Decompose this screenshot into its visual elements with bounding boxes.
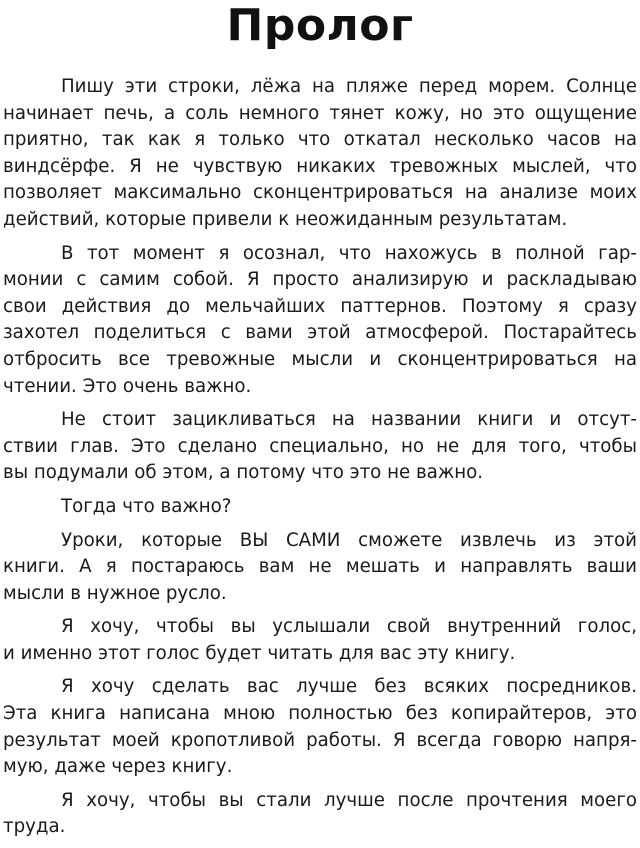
- text-line: результат моей кропотливой работы. Я всегда говорю напря-: [3, 729, 637, 751]
- text-line: Я хочу сделать вас лучше без всяких посредников.: [61, 676, 637, 698]
- text-line: виндсёрфе. Я не чувствую никаких тревожных мыслей, что: [3, 155, 637, 177]
- paragraph: [3, 407, 637, 487]
- text-line: Эта книга написана мною полностью без копирайтеров, это: [3, 703, 637, 725]
- text-line: Уроки, которые ВЫ САМИ сможете извлечь из этой: [61, 529, 637, 551]
- text-line: приятно, так как я только что откатал несколько часов на: [3, 129, 637, 151]
- text-line: Не стоит зацикливаться на названии книги и отсут-: [61, 409, 637, 431]
- text-line: труда.: [3, 816, 66, 838]
- paragraph: [3, 614, 637, 667]
- text-line: захотел поделиться с вами этой атмосферой. Постарайтесь: [3, 322, 637, 344]
- text-line: действий, которые привели к неожиданным результатам.: [3, 208, 568, 230]
- text-line: позволяет максимально сконцентрироваться на анализе моих: [3, 182, 637, 204]
- paragraph: [3, 241, 637, 401]
- text-body: [3, 74, 637, 841]
- text-line: отбросить все тревожные мысли и сконцентрироваться на: [3, 348, 637, 370]
- paragraph: [3, 74, 637, 234]
- paragraph: [3, 528, 637, 608]
- text-line: ствии глав. Это сделано специально, но не для того, чтобы: [3, 435, 637, 457]
- text-line: вы подумали об этом, а потому что это не важно.: [3, 462, 483, 484]
- text-line: и именно этот голос будет читать для вас эту книгу.: [3, 642, 516, 664]
- text-line: Пишу эти строки, лёжа на пляже перед морем. Солнце: [61, 76, 637, 97]
- text-line: чтении. Это очень важно.: [3, 375, 252, 397]
- page-title: Пролог: [226, 0, 414, 51]
- text-line: Я хочу, чтобы вы услышали свой внутренний голос,: [61, 616, 637, 638]
- text-line: монии с самим собой. Я просто анализирую и раскладываю: [3, 269, 637, 291]
- text-line: начинает печь, а соль немного тянет кожу, но это ощущение: [3, 102, 637, 124]
- paragraph: [3, 788, 637, 841]
- paragraph: [3, 494, 637, 521]
- text-line: мую, даже через книгу.: [3, 756, 233, 778]
- text-line: мысли в нужное русло.: [3, 582, 227, 604]
- text-line: свои действия до мельчайших паттернов. Поэтому я сразу: [3, 295, 637, 317]
- text-line: Тогда что важно?: [61, 495, 232, 517]
- text-line: Я хочу, чтобы вы стали лучше после прочтения моего: [61, 789, 637, 811]
- text-line: книги. А я постараюсь вам не мешать и направлять ваши: [3, 556, 637, 578]
- text-line: В тот момент я осознал, что нахожусь в полной гар-: [61, 242, 637, 264]
- paragraph: [3, 674, 637, 780]
